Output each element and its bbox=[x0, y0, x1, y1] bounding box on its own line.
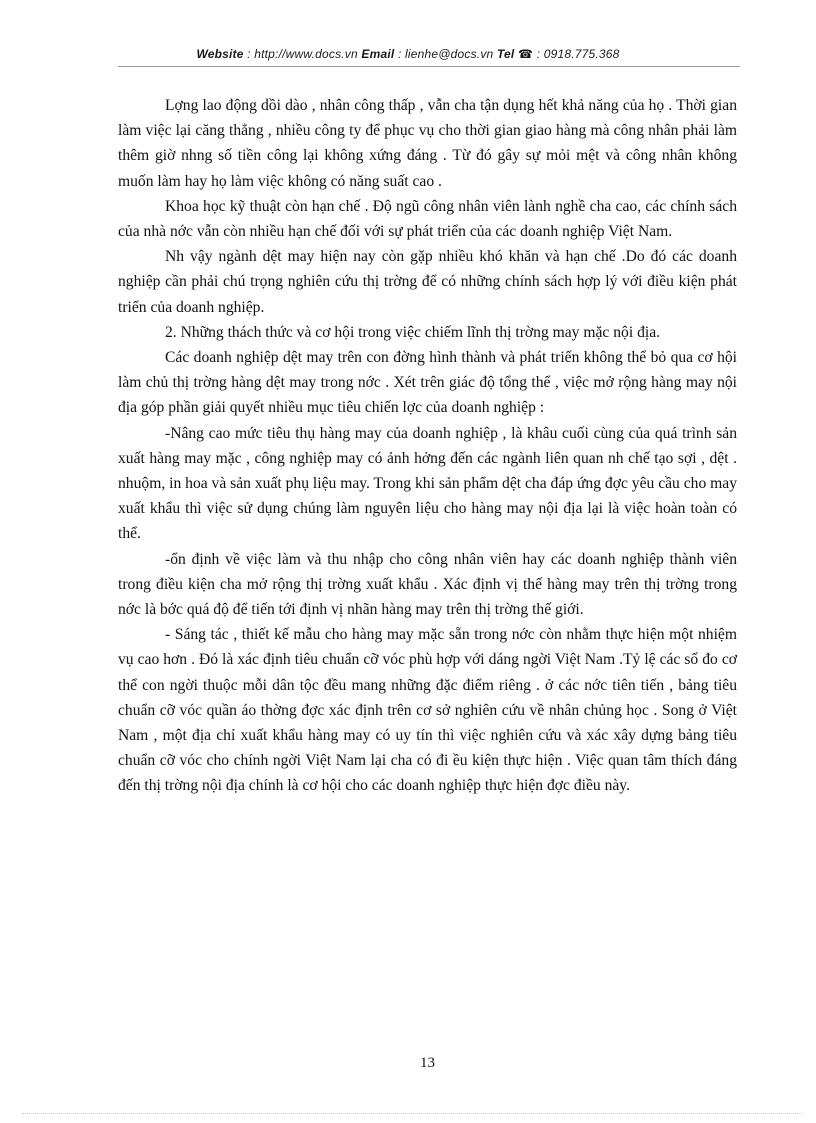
email-address: : lienhe@docs.vn bbox=[394, 47, 497, 61]
paragraph: - Sáng tác , thiết kế mẫu cho hàng may mặc sẵn trong nớc còn nhằm thực hiện một nhiệm vụ cao hơn . Đó là xác định tiêu chuẩn cỡ vóc phù hợp với dáng ngời Việt Nam .Tỷ lệ các số đo cơ thể con ngời thuộc mỗi dân tộc đều mang những đặc điểm riêng . ở các nớc tiên tiến , bảng tiêu chuẩn cỡ vóc quần áo thờng đợc xác định trên cơ sở nghiên cứu về nhân chủng học . Song ở Việt Nam , một địa chỉ xuất khẩu hàng may có uy tín thì việc nghiên cứu và xác xây dựng bảng tiêu chuẩn cỡ vóc cho chính ngời Việt Nam lại cha có đi ều kiện thực hiện . Việc quan tâm thích đáng đến thị trờng nội địa chính là cơ hội cho các doanh nghiệp thực hiện đợc điều này. bbox=[118, 626, 737, 795]
document-body bbox=[118, 93, 737, 799]
page-number: 13 bbox=[420, 1055, 435, 1071]
header-divider bbox=[118, 66, 740, 67]
website-label: Website bbox=[196, 47, 244, 61]
section-heading: 2. Những thách thức và cơ hội trong việc chiếm lĩnh thị trờng may mặc nội địa. bbox=[165, 323, 661, 341]
tel-number: : 0918.775.368 bbox=[533, 47, 620, 61]
paragraph: Các doanh nghiệp dệt may trên con đờng hình thành và phát triển không thể bỏ qua cơ hội làm chủ thị trờng hàng dệt may trong nớc . Xét trên giác độ tổng thể , việc mở rộng hàng may nội địa góp phần giải quyết nhiều mục tiêu chiến lợc của doanh nghiệp : bbox=[118, 349, 737, 417]
tel-label: Tel ☎ bbox=[496, 47, 534, 61]
page-header bbox=[0, 47, 816, 61]
paragraph: -ổn định về việc làm và thu nhập cho công nhân viên hay các doanh nghiệp thành viên trong điều kiện cha mở rộng thị trờng xuất khẩu . Xác định vị thế hàng may trên thị trờng trong nớc là bớc quá độ để tiến tới định vị nhãn hàng may trên thị trờng thế giới. bbox=[118, 550, 737, 619]
paragraph: Lợng lao động dồi dào , nhân công thấp , vẫn cha tận dụng hết khả năng của họ . Thời gian làm việc lại căng thẳng , nhiều công ty để phục vụ cho thời gian giao hàng mà công nhân phải làm thêm giờ nhng số tiền công lại không xứng đáng . Từ đó gây sự mỏi mệt và công nhân không muốn làm hay họ làm việc không có năng suất cao . bbox=[118, 97, 737, 190]
paragraph: -Nâng cao mức tiêu thụ hàng may của doanh nghiệp , là khâu cuối cùng của quá trình sản xuất hàng may mặc , công nghiệp may có ảnh hởng đến các ngành liên quan nh chế tạo sợi , dệt . nhuộm, in hoa và sản xuất phụ liệu may. Trong khi sản phẩm dệt cha đáp ứng đợc yêu cầu cho may xuất khẩu thì việc sử dụng chúng làm nguyên liệu cho hàng may nội địa lại là việc hoàn toàn có thể. bbox=[118, 424, 737, 543]
footer-divider bbox=[22, 1113, 802, 1114]
email-label: Email bbox=[361, 47, 395, 61]
website-url: : http://www.docs.vn bbox=[243, 47, 362, 61]
paragraph: Nh vậy ngành dệt may hiện nay còn gặp nhiều khó khăn và hạn chế .Do đó các doanh nghiệp cần phải chú trọng nghiên cứu thị trờng để có những chính sách hợp lý với điều kiện phát triển của doanh nghiệp. bbox=[118, 248, 737, 316]
paragraph: Khoa học kỹ thuật còn hạn chế . Độ ngũ công nhân viên lành nghề cha cao, các chính sách của nhà nớc vẫn còn nhiều hạn chế đối với sự phát triển của các doanh nghiệp Việt Nam. bbox=[118, 197, 737, 241]
